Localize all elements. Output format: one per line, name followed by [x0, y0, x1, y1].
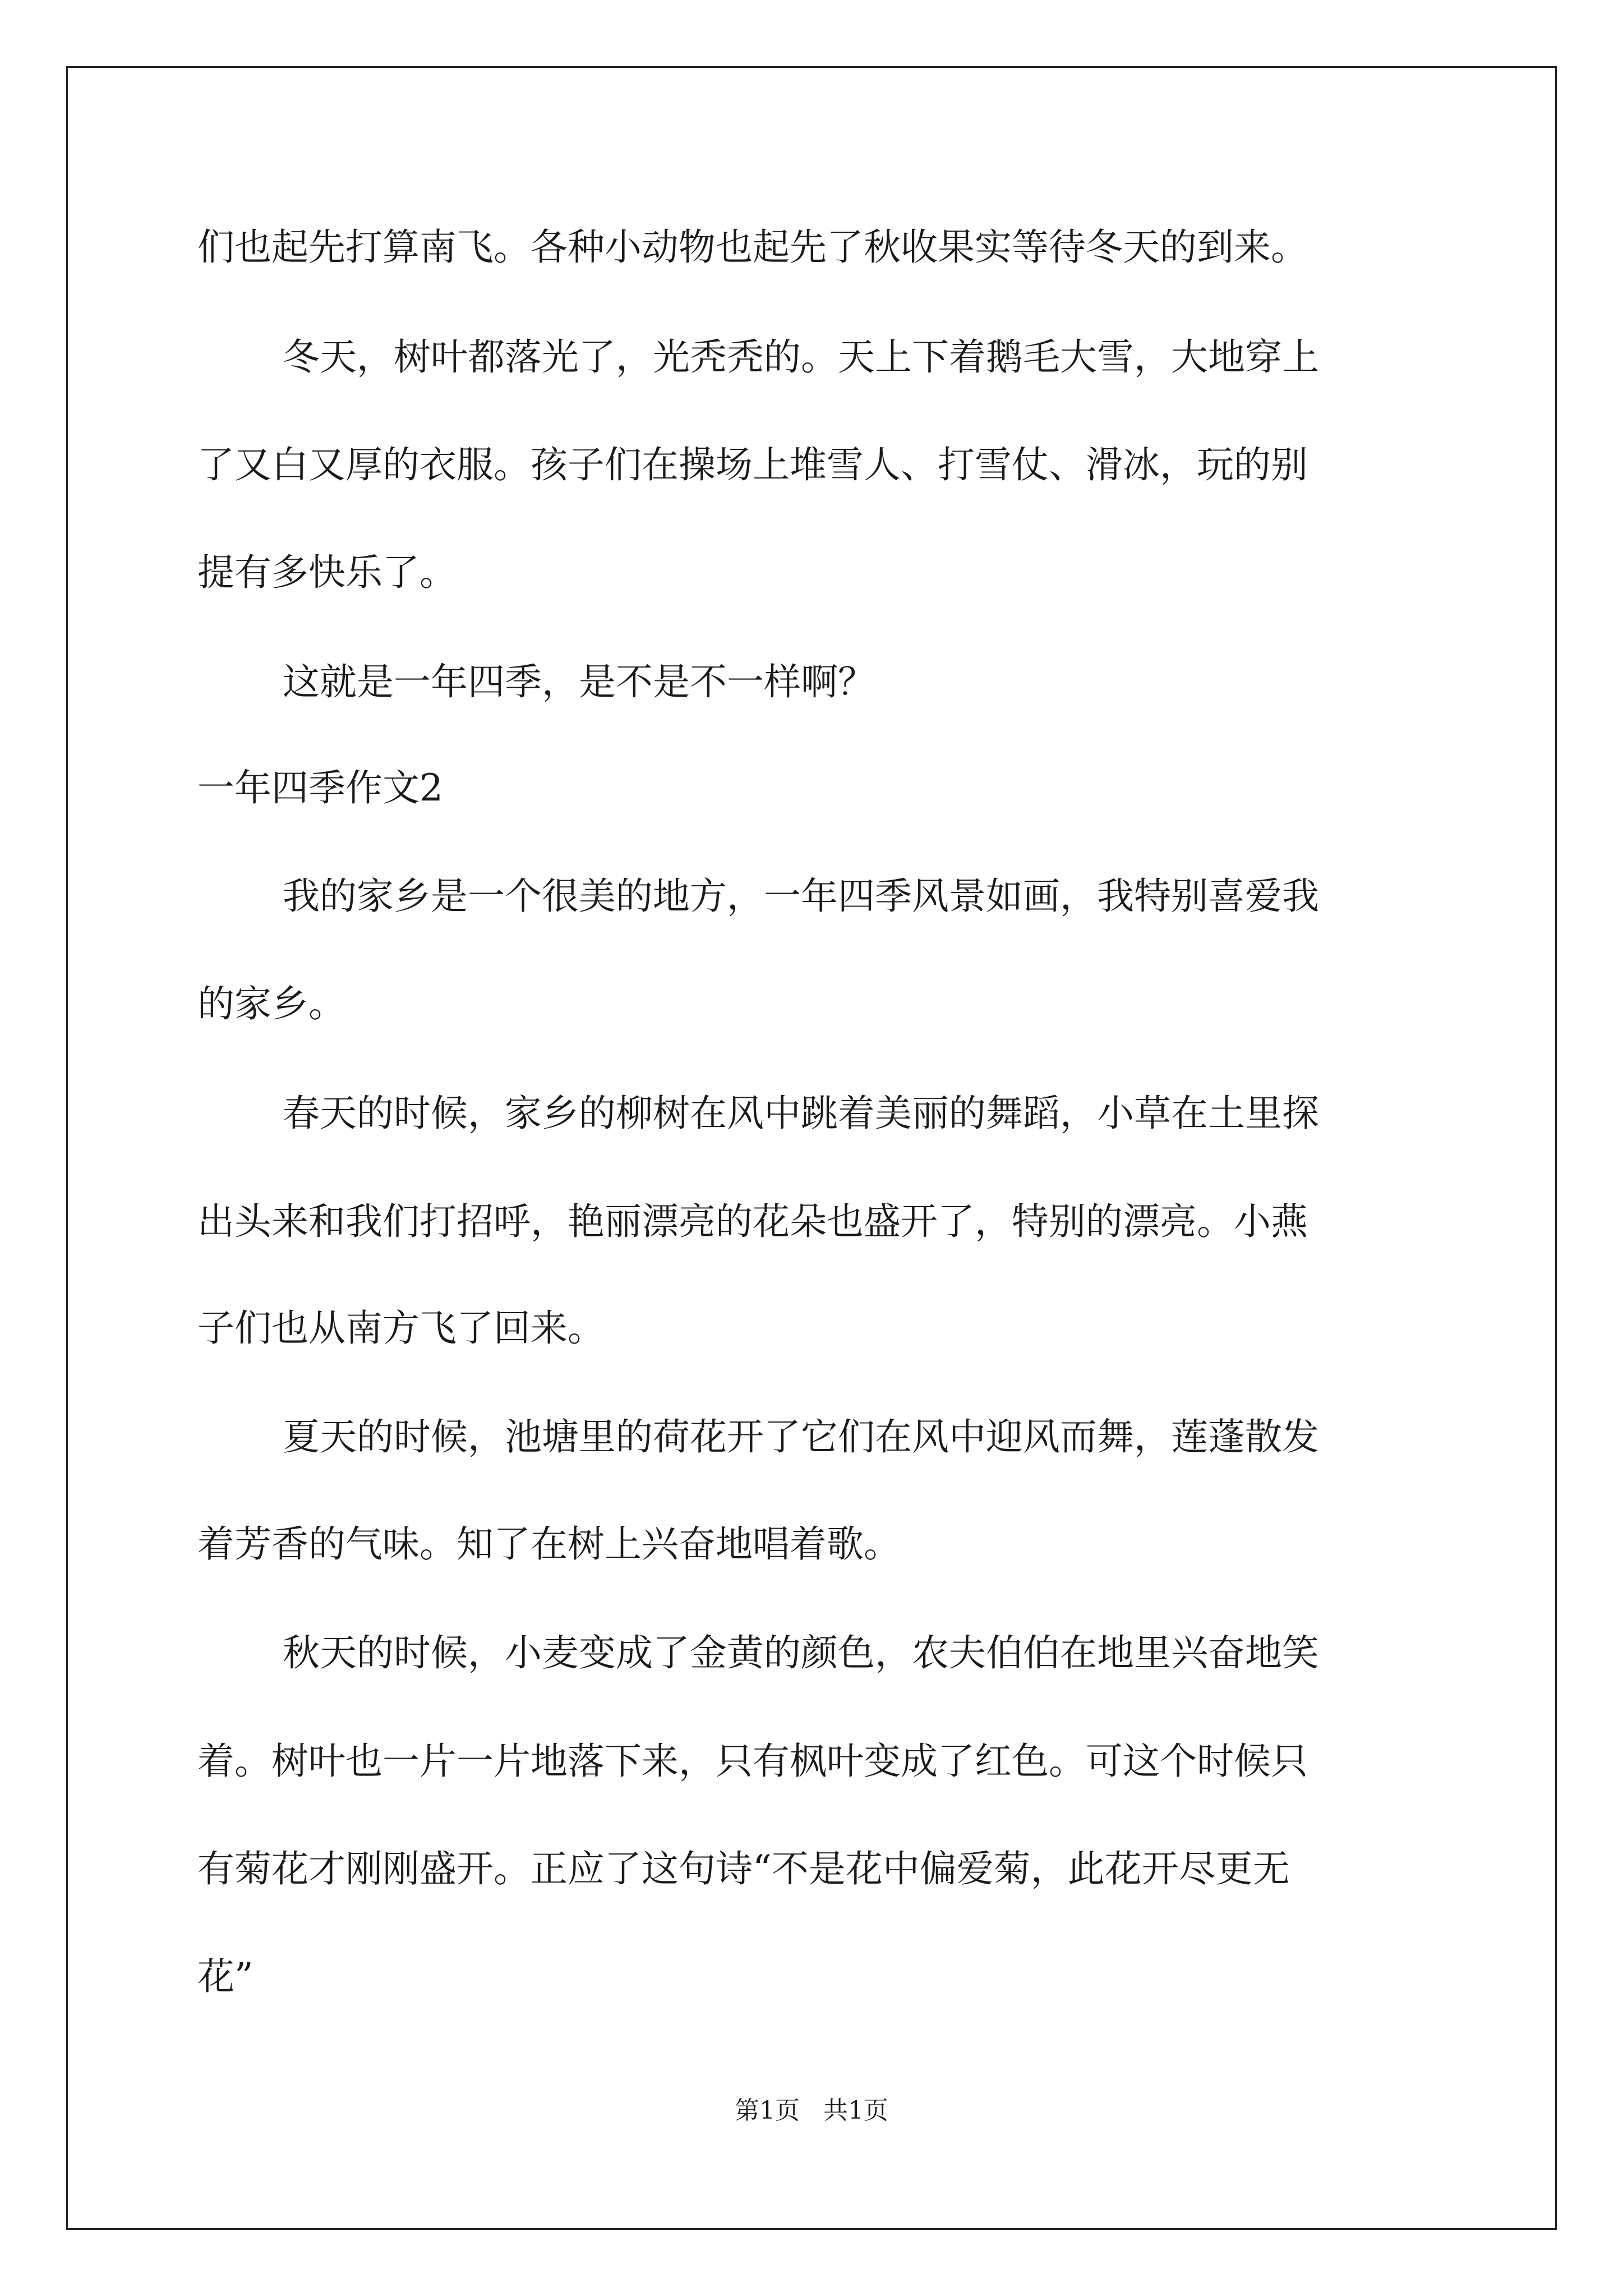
page-total: 共1页 — [823, 2096, 888, 2125]
text-line: 着。树叶也一片一片地落下来，只有枫叶变成了红色。可这个时候只 — [197, 1740, 1308, 1783]
paragraph-start-line: 春天的时候，家乡的柳树在风中跳着美丽的舞蹈，小草在土里探 — [283, 1092, 1319, 1135]
text-line: 们也起先打算南飞。各种小动物也起先了秋收果实等待冬天的到来。 — [197, 226, 1308, 269]
paragraph-start-line: 冬天，树叶都落光了，光秃秃的。天上下着鹅毛大雪，大地穿上 — [283, 335, 1319, 379]
text-line: 子们也从南方飞了回来。 — [197, 1306, 605, 1350]
page-border — [66, 66, 1557, 2230]
text-line: 花” — [197, 1955, 253, 1998]
text-line: 有菊花才刚刚盛开。正应了这句诗“不是花中偏爱菊，此花开尽更无 — [197, 1847, 1290, 1890]
text-line: 了又白又厚的衣服。孩子们在操场上堆雪人、打雪仗、滑冰，玩的别 — [197, 443, 1308, 486]
paragraph-start-line: 秋天的时候，小麦变成了金黄的颜色，农夫伯伯在地里兴奋地笑 — [283, 1631, 1319, 1674]
paragraph-start-line: 夏天的时候，池塘里的荷花开了它们在风中迎风而舞，莲蓬散发 — [283, 1415, 1319, 1458]
text-line: 出头来和我们打招呼，艳丽漂亮的花朵也盛开了，特别的漂亮。小燕 — [197, 1200, 1308, 1243]
text-line: 着芳香的气味。知了在树上兴奋地唱着歌。 — [197, 1522, 901, 1566]
paragraph-start-line: 这就是一年四季，是不是不一样啊？ — [283, 660, 875, 703]
section-heading: 一年四季作文2 — [197, 766, 443, 809]
text-line: 提有多快乐了。 — [197, 551, 457, 594]
paragraph-start-line: 我的家乡是一个很美的地方，一年四季风景如画，我特别喜爱我 — [283, 875, 1319, 918]
text-line: 的家乡。 — [197, 982, 345, 1025]
page-number: 第1页 — [735, 2096, 800, 2125]
page-footer — [0, 2097, 1623, 2125]
